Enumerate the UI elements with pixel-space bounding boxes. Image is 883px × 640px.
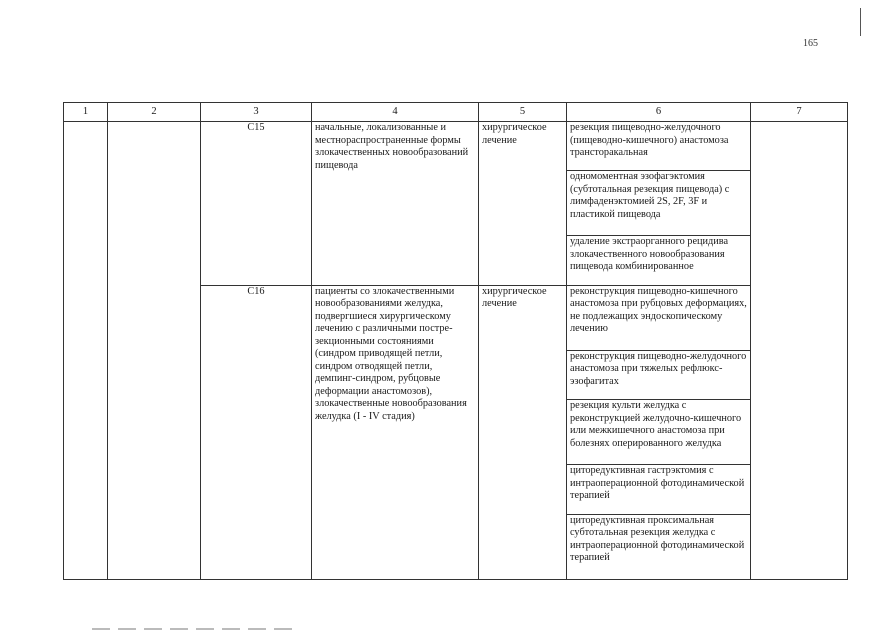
- treatment-method: удаление экстраорганного рецидива злокачественного новообразования пищевода комбинированное: [567, 236, 751, 285]
- treatment-method: одномоментная эзофагэктомия (субтотальная резекция пищевода) с лимфаденэктомией 2S, 2F, 3F и пластикой пищевода: [567, 171, 751, 236]
- page-edge-line: [860, 8, 861, 36]
- patient-model: начальные, локализованные и местнораспространенные формы злокачественных новообразований пищевода: [312, 122, 479, 286]
- table-row: [64, 122, 848, 171]
- treatment-method: реконструкция пищеводно-желудочного анастомоза при тяжелых рефлюкс-эзофагитах: [567, 350, 751, 399]
- treatment-method: резекция пищеводно-желудочного (пищеводно-кишечного) анастомоза трансторакальная: [567, 122, 751, 171]
- patient-model: пациенты со злокачественными новообразованиями желудка, подвергшиеся хирургическому лечению с различными пострезекционными состояниями (синдром приводящей петли, синдром отводящей петли, демпинг-синдром, рубцовые деформации анастомозов), злокачественные новообразования желудка (I - IV стадия): [312, 285, 479, 579]
- column-number-2: 2: [108, 103, 201, 122]
- treatment-method: циторедуктивная проксимальная субтотальная резекция желудка с интраоперационной фотодинамической терапией: [567, 514, 751, 579]
- treatment-type: хирургическое лечение: [479, 285, 567, 579]
- treatment-method: реконструкция пищеводно-кишечного анастомоза при рубцовых деформациях, не подлежащих эндоскопическому лечению: [567, 285, 751, 350]
- page-number: 165: [803, 38, 818, 49]
- diagnosis-code: C15: [201, 122, 312, 286]
- col7-cell: [751, 122, 848, 580]
- treatment-method: циторедуктивная гастрэктомия с интраоперационной фотодинамической терапией: [567, 465, 751, 514]
- column-number-3: 3: [201, 103, 312, 122]
- treatment-method: резекция культи желудка с реконструкцией желудочно-кишечного или межкишечного анастомоза при болезнях оперированного желудка: [567, 400, 751, 465]
- medical-care-table: [63, 102, 848, 580]
- column-number-7: 7: [751, 103, 848, 122]
- col1-cell: [64, 122, 108, 580]
- col2-cell: [108, 122, 201, 580]
- scan-smudge: [92, 628, 292, 630]
- treatment-type: хирургическое лечение: [479, 122, 567, 286]
- diagnosis-code: C16: [201, 285, 312, 579]
- column-number-6: 6: [567, 103, 751, 122]
- column-number-4: 4: [312, 103, 479, 122]
- column-number-5: 5: [479, 103, 567, 122]
- column-number-1: 1: [64, 103, 108, 122]
- column-number-row: [64, 103, 848, 122]
